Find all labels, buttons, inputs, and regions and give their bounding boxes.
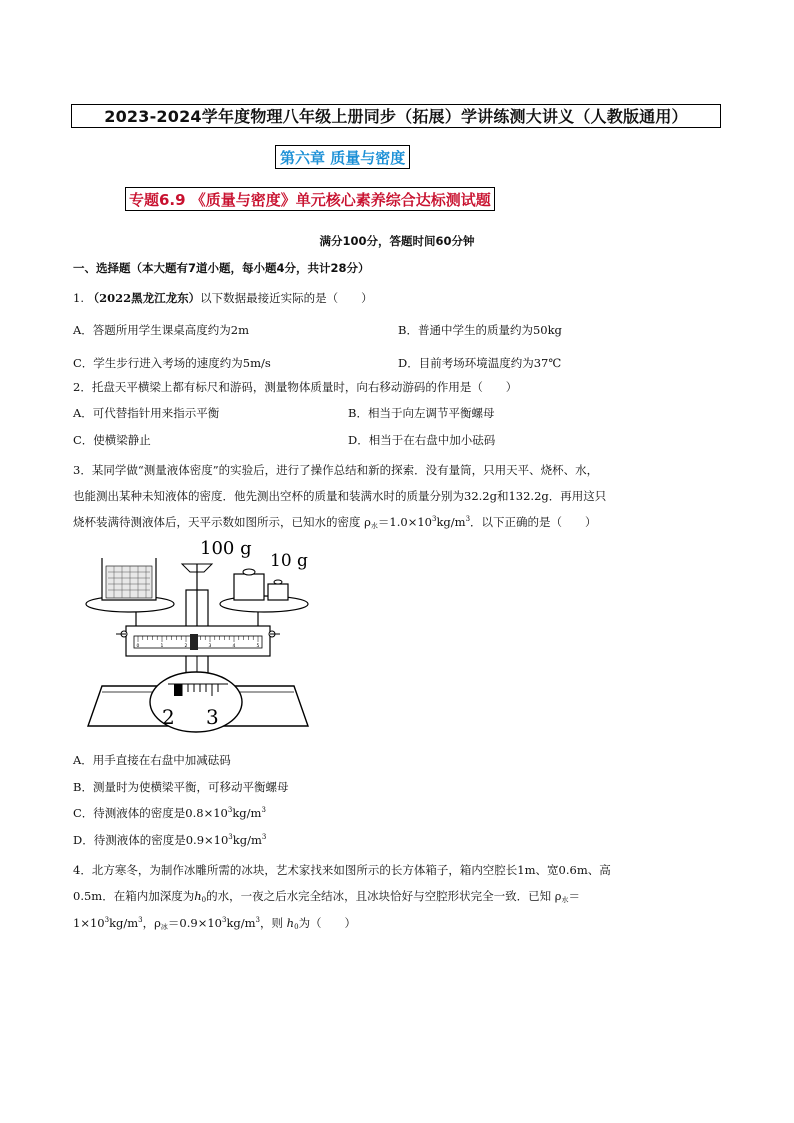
- text-segment: 烧杯装满待测液体后，天平示数如图所示，已知水的密度 ρ: [73, 515, 371, 529]
- question-3-line-3: [73, 514, 597, 530]
- text-segment: ．以下正确的是（ ）: [470, 515, 597, 529]
- q2-option-a: A．可代替指针用来指示平衡: [73, 406, 220, 420]
- text-segment: D．待测液体的密度是0.9×10: [73, 833, 229, 847]
- text-segment: 的水，一夜之后水完全结冰，且冰块恰好与空腔形状完全一致．已知 ρ: [206, 889, 562, 903]
- magnified-rider: [174, 684, 182, 696]
- topic-title: 专题6.9 《质量与密度》单元核心素养综合达标测试题: [125, 187, 495, 211]
- weight-label-100g: 100 g: [200, 538, 252, 559]
- superscript: 3: [255, 916, 261, 924]
- question-1-stem: [73, 290, 373, 306]
- q3-option-c: [73, 805, 266, 821]
- balance-scale-figure: [78, 538, 318, 734]
- q1-option-d: D．目前考场环境温度约为37℃: [398, 356, 562, 370]
- text-segment: kg/m: [232, 833, 262, 847]
- weight-label-10g: 10 g: [270, 551, 308, 571]
- superscript: 3: [138, 916, 143, 924]
- variable-h: h: [194, 889, 202, 903]
- q3-option-b: B．测量时为使横梁平衡，可移动平衡螺母: [73, 780, 289, 794]
- ruler-tick-label: 2: [184, 644, 188, 649]
- subscript: 0: [294, 923, 299, 931]
- question-4-line-2: [73, 888, 580, 904]
- q1-option-a: A．答题所用学生课桌高度约为2m: [73, 323, 250, 337]
- q2-option-c: C．使横梁静止: [73, 433, 151, 447]
- superscript: 3: [261, 806, 266, 814]
- superscript: 3: [431, 515, 437, 523]
- question-4-line-1: 4．北方寒冬，为制作冰雕所需的冰块，艺术家找来如图所示的长方体箱子，箱内空腔长1m、宽0.6m、高: [73, 863, 611, 877]
- q1-option-b: B．普通中学生的质量约为50kg: [398, 323, 562, 337]
- q3-option-a: A．用手直接在右盘中加减砝码: [73, 753, 231, 767]
- subscript: 水: [561, 896, 569, 904]
- ruler-tick-label: 4: [232, 644, 236, 649]
- subscript: 0: [201, 896, 207, 904]
- question-text: 以下数据最接近实际的是（ ）: [200, 291, 373, 305]
- beaker-liquid: [106, 566, 152, 598]
- text-segment: ，则: [260, 916, 284, 930]
- ruler-tick-label: 1: [160, 644, 164, 649]
- weight-100g: [234, 574, 264, 600]
- section-heading: 一、选择题（本大题有7道小题，每小题4分，共计28分）: [73, 261, 370, 275]
- question-3-line-2: 也能测出某种未知液体的密度．他先测出空杯的质量和装满水时的质量分别为32.2g和132.2g．再用这只: [73, 489, 607, 503]
- weight-10g: [268, 584, 288, 600]
- ruler-tick-label: 5: [256, 644, 260, 649]
- subscript: 水: [370, 522, 378, 530]
- superscript: 3: [221, 916, 227, 924]
- document-header-title: 2023-2024学年度物理八年级上册同步（拓展）学讲练测大讲义（人教版通用）: [71, 104, 721, 128]
- superscript: 3: [465, 515, 471, 523]
- chapter-title: 第六章 质量与密度: [275, 145, 410, 169]
- text-segment: kg/m: [109, 916, 139, 930]
- magnifier-label-2: 2: [162, 705, 175, 729]
- q2-option-b: B．相当于向左调节平衡螺母: [348, 406, 495, 420]
- question-source: （2022黑龙江龙东）: [87, 291, 201, 305]
- superscript: 3: [228, 833, 233, 841]
- text-segment: kg/m: [226, 916, 256, 930]
- ruler-tick-label: 0: [136, 644, 140, 649]
- magnifier-label-3: 3: [206, 705, 219, 729]
- superscript: 3: [227, 806, 233, 814]
- text-segment: 0.5m．在箱内加深度为: [73, 889, 195, 903]
- text-segment: ，ρ: [142, 916, 161, 930]
- question-number: 1.: [73, 291, 84, 305]
- q1-option-c: C．学生步行进入考场的速度约为5m/s: [73, 356, 271, 370]
- text-segment: kg/m: [232, 806, 262, 820]
- text-segment: C．待测液体的密度是0.8×10: [73, 806, 228, 820]
- q3-option-d: [73, 832, 266, 848]
- text-segment: ＝0.9×10: [167, 916, 222, 930]
- subscript: 冰: [160, 923, 168, 931]
- q2-option-d: D．相当于在右盘中加小砝码: [348, 433, 496, 447]
- exam-info: 满分100分，答题时间60分钟: [319, 234, 475, 248]
- text-segment: ＝: [568, 889, 581, 903]
- question-3-line-1: 3．某同学做“测量液体密度”的实验后，进行了操作总结和新的探索．没有量筒，只用天平、烧杯、水，: [73, 463, 599, 477]
- variable-h: h: [286, 916, 295, 930]
- question-2-stem: 2．托盘天平横梁上都有标尺和游码，测量物体质量时，向右移动游码的作用是（ ）: [73, 380, 518, 394]
- superscript: 3: [104, 916, 110, 924]
- text-segment: kg/m: [436, 515, 466, 529]
- question-4-line-3: [73, 915, 356, 931]
- text-segment: 1×10: [73, 916, 105, 930]
- ruler-tick-label: 3: [208, 644, 212, 649]
- text-segment: 为（ ）: [298, 916, 357, 930]
- rider-weight: [190, 634, 198, 650]
- text-segment: ＝1.0×10: [377, 515, 432, 529]
- superscript: 3: [261, 833, 267, 841]
